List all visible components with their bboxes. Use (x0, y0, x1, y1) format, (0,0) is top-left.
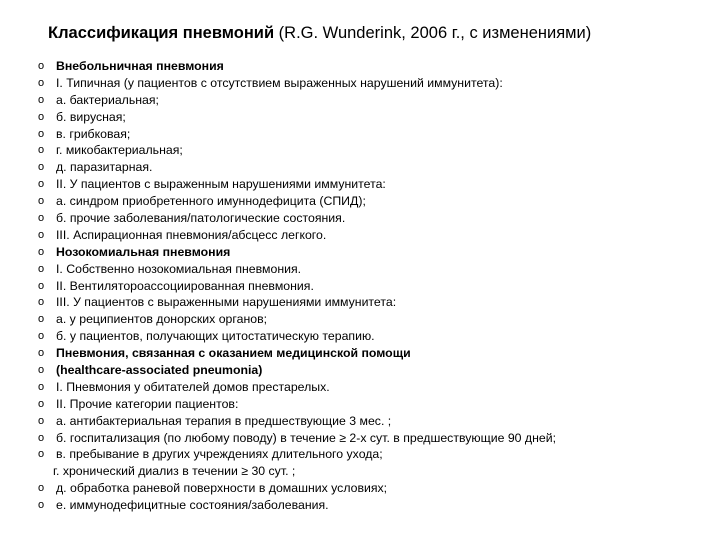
bullet-icon: o (37, 296, 45, 309)
bullet-icon: o (37, 482, 45, 495)
list-item-text: а. бактериальная; (56, 92, 159, 107)
list-item (36, 92, 716, 109)
list-item (36, 176, 716, 193)
list-item-text: Внебольничная пневмония (56, 59, 224, 73)
list-item-text: б. госпитализация (по любому поводу) в течение ≥ 2-х сут. в предшествующие 90 дней; (56, 430, 557, 445)
list-item-text: III. Аспирационная пневмония/абсцесс легкого. (56, 227, 327, 242)
list-item-text: г. хронический диализ в течении ≥ 30 сут. ; (53, 464, 296, 479)
list-item (36, 396, 716, 413)
list-item-text: I. Типичная (у пациентов с отсутствием выраженных нарушений иммунитета): (56, 75, 503, 90)
list-item (36, 193, 716, 210)
list-item-text: б. у пациентов, получающих цитостатическую терапию. (56, 329, 375, 344)
bullet-icon: o (37, 364, 45, 377)
list-item (36, 311, 716, 328)
bullet-icon: o (37, 448, 45, 461)
bullet-icon: o (37, 380, 45, 393)
list-item-text: е. иммунодефицитные состояния/заболевания. (56, 498, 329, 513)
title-main: Классификация пневмоний (48, 24, 275, 42)
list-item (36, 278, 716, 295)
list-item (36, 126, 716, 143)
bullet-icon: o (37, 60, 45, 72)
list-item-text: а. синдром приобретенного имуннодефицита (СПИД); (56, 194, 366, 209)
section-heading (36, 58, 716, 75)
title-source: (R.G. Wunderink, 2006 г., с изменениями) (274, 24, 592, 42)
list-item-text: II. У пациентов с выраженным нарушениями иммунитета: (56, 177, 386, 192)
bullet-icon: o (37, 127, 45, 140)
list-item (36, 142, 716, 159)
list-item-text: б. прочие заболевания/патологические состояния. (56, 211, 346, 226)
section-heading (36, 244, 716, 261)
section-heading (36, 345, 716, 362)
list-item (36, 75, 716, 92)
bullet-icon: o (37, 93, 45, 106)
bullet-icon: o (37, 144, 45, 157)
list-item (36, 328, 716, 345)
bullet-icon: o (37, 161, 45, 174)
bullet-icon: o (37, 110, 45, 123)
list-item-text: а. у реципиентов донорских органов; (56, 312, 268, 327)
bullet-icon: o (37, 76, 45, 89)
bullet-icon: o (37, 330, 45, 343)
list-item (36, 159, 716, 176)
classification-list (36, 58, 716, 514)
list-item (36, 480, 716, 497)
list-item (36, 497, 716, 514)
bullet-icon: o (37, 212, 45, 225)
list-item-text: г. микобактериальная; (56, 143, 183, 158)
bullet-icon: o (37, 414, 45, 427)
list-item-text: а. антибактериальная терапия в предшествующие 3 мес. ; (56, 413, 392, 428)
list-item (36, 210, 716, 227)
list-item-text: б. вирусная; (56, 109, 126, 124)
list-item-text: (healthcare-associated pneumonia) (56, 363, 263, 378)
bullet-icon: o (37, 313, 45, 326)
list-item-text: II. Вентиляторoассоциированная пневмония. (56, 278, 314, 293)
list-item (36, 109, 716, 126)
list-item (36, 413, 716, 430)
list-item-text: I. Собственно нозокомиальная пневмония. (56, 261, 302, 276)
list-item-text: Пневмония, связанная с оказанием медицинской помощи (56, 346, 411, 361)
bullet-icon: o (37, 262, 45, 275)
bullet-icon: o (37, 178, 45, 191)
list-item-text: в. грибковая; (56, 126, 131, 141)
page-title (48, 23, 708, 43)
list-item-text: III. У пациентов с выраженными нарушениями иммунитета: (56, 295, 397, 310)
list-item (36, 379, 716, 396)
bullet-icon: o (37, 431, 45, 444)
list-item-text: д. паразитарная. (56, 160, 153, 175)
list-item-text: д. обработка раневой поверхности в домашних условиях; (56, 481, 388, 496)
list-item-text: в. пребывание в других учреждениях длительного ухода; (56, 447, 383, 462)
bullet-icon: o (37, 397, 45, 410)
list-item (36, 227, 716, 244)
list-item (36, 446, 716, 463)
section-heading (36, 362, 716, 379)
list-item-text: I. Пневмония у обитателей домов престарелых. (56, 379, 330, 394)
list-item (36, 463, 716, 480)
list-item (36, 294, 716, 311)
list-item (36, 430, 716, 447)
list-item-text: II. Прочие категории пациентов: (56, 396, 239, 411)
bullet-icon: o (37, 245, 45, 258)
list-item (36, 261, 716, 278)
bullet-icon: o (37, 195, 45, 208)
bullet-icon: o (37, 347, 45, 360)
list-item-text: Нозокомиальная пневмония (56, 244, 231, 259)
bullet-icon: o (37, 279, 45, 292)
bullet-icon: o (37, 499, 45, 512)
bullet-icon: o (37, 228, 45, 241)
